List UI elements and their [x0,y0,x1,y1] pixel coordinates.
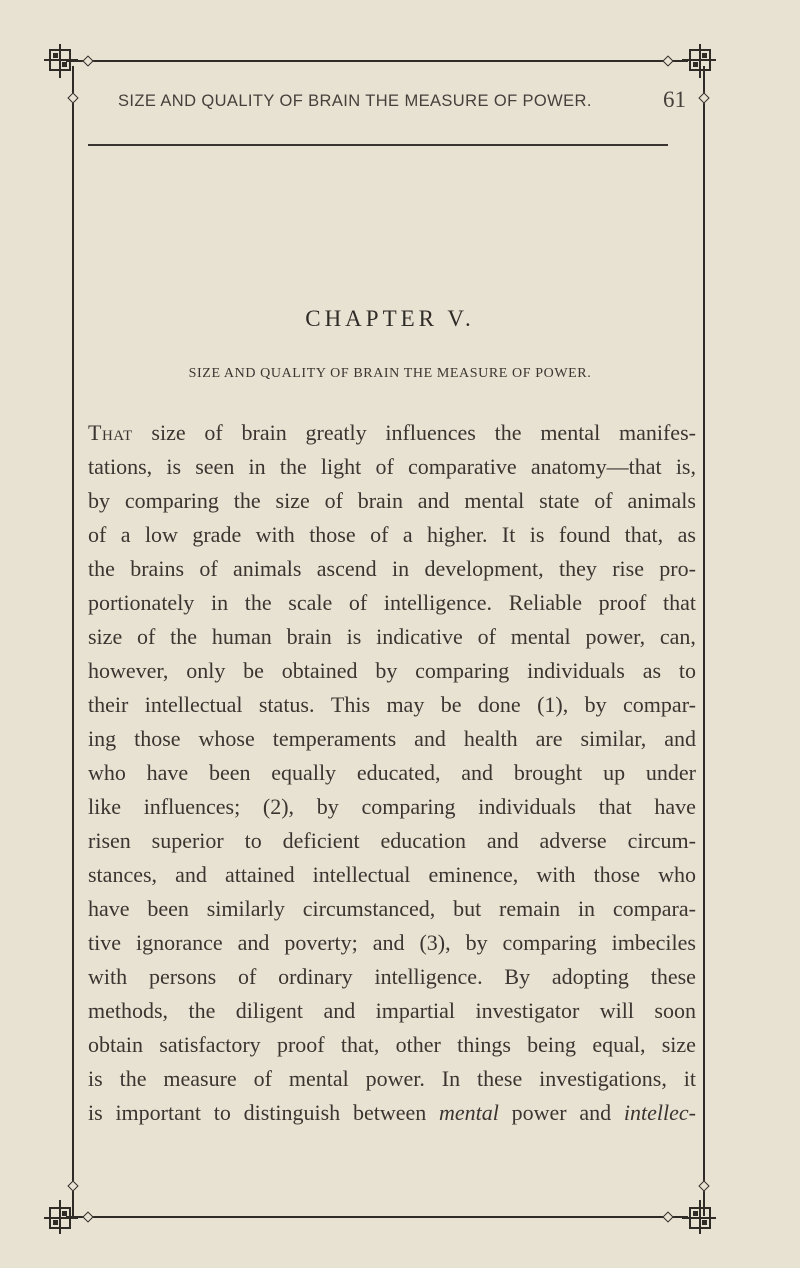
word: things [457,1032,511,1057]
word: between [352,1100,427,1125]
word: size [151,420,186,445]
word: size [661,1032,696,1057]
word: portionately [88,590,195,615]
word: intellec- [623,1100,696,1125]
word: brain [286,624,332,649]
word: it [683,1066,696,1091]
word: by [375,658,398,683]
word: investigations, [539,1066,667,1091]
word: greatly [305,420,367,445]
word: is [346,624,362,649]
diamond-ornament-icon [698,92,709,103]
word: that [598,794,632,819]
diamond-ornament-icon [662,55,673,66]
word: that, [624,522,664,547]
word: intelligence. [383,590,493,615]
word: individuals [527,658,625,683]
word: measure [163,1066,237,1091]
word: tive [88,930,121,955]
word: found [558,522,611,547]
word: and [175,862,207,887]
word: mental [510,624,571,649]
word: have [654,794,696,819]
word: adverse [539,828,607,853]
word: ing [88,726,117,751]
word: a [402,522,413,547]
word: and [417,488,450,513]
word: In [441,1066,461,1091]
word: like [88,794,121,819]
word: as [642,658,662,683]
word: soon [654,998,696,1023]
word: whose [198,726,255,751]
word: health [463,726,518,751]
word: of [375,454,394,479]
text-line [88,892,696,926]
word: mental [464,488,525,513]
word: and [461,760,494,785]
word: diligent [235,998,304,1023]
word: the [88,556,115,581]
running-head-title: SIZE AND QUALITY OF BRAIN THE MEASURE OF POWER. [118,92,592,110]
word: similarly [206,896,285,921]
word: compara- [612,896,696,921]
word: been [208,760,251,785]
word: that [662,590,696,615]
chapter-title: SIZE AND QUALITY OF BRAIN THE MEASURE OF POWER. [188,366,592,381]
word: of [137,624,156,649]
header-rule [88,144,668,146]
word: higher. [427,522,488,547]
word: educated, [356,760,441,785]
word: in [248,454,266,479]
text-line [88,484,696,518]
word: of [199,556,218,581]
word: manifes- [618,420,696,445]
word: individuals [478,794,576,819]
word: influences; [143,794,241,819]
word: who [658,862,696,887]
text-line [88,824,696,858]
text-line [88,756,696,790]
chapter-number: CHAPTER V. [305,306,475,331]
diamond-ornament-icon [662,1211,673,1222]
word: proof [276,1032,325,1057]
word: eminence, [428,862,519,887]
word: seen [195,454,235,479]
word: being [527,1032,577,1057]
word: up [603,760,626,785]
text-line [88,926,696,960]
diamond-ornament-icon [67,92,78,103]
text-line [88,1062,696,1096]
word: a [120,522,131,547]
word: persons [148,964,217,989]
word: mental [288,1066,349,1091]
word: tations, [88,454,153,479]
text-line [88,620,696,654]
word: of [324,488,343,513]
word: only [186,658,226,683]
text-line [88,858,696,892]
word: low [144,522,178,547]
word: development, [424,556,544,581]
word: brought [513,760,583,785]
text-line [88,1028,696,1062]
word: in [392,556,410,581]
word: is [529,522,545,547]
diamond-ornament-icon [82,55,93,66]
word: mental [438,1100,499,1125]
word: It [501,522,516,547]
word: intellectual [144,692,243,717]
word: will [599,998,634,1023]
text-line [88,450,696,484]
word: be [243,658,264,683]
word: remain [499,896,561,921]
word: temperaments [272,726,397,751]
word: of [204,420,223,445]
word: is [88,1100,103,1125]
word: those [309,522,356,547]
word: the [233,488,261,513]
word: (2), [262,794,295,819]
word: be [440,692,462,717]
word: of [594,488,613,513]
word: who [88,760,126,785]
word: comparative [407,454,517,479]
word: the [188,998,216,1023]
word: education [380,828,466,853]
word: stances, [88,862,158,887]
word: intelligence. [374,964,483,989]
word: of [348,590,368,615]
word: have [88,896,130,921]
word: This [330,692,371,717]
word: ordinary [278,964,353,989]
word: comparing [502,930,597,955]
word: with [255,522,295,547]
word: the [244,590,272,615]
word: (3), [419,930,451,955]
word: brain [357,488,403,513]
word: comparing [361,794,456,819]
word: are [535,726,563,751]
word: distinguish [243,1100,341,1125]
word: light [320,454,362,479]
word: poverty; [284,930,358,955]
word: equally [271,760,337,785]
word: (1), [537,692,569,717]
word: satisfactory [159,1032,261,1057]
word: obtained [281,658,358,683]
word: of [237,964,257,989]
word: of [253,1066,272,1091]
word: equal, [592,1032,646,1057]
word: grade [192,522,242,547]
word: power. [365,1066,425,1091]
word: intellectual [312,862,411,887]
diamond-ornament-icon [698,1180,709,1191]
word: is, [675,454,696,479]
word: of [88,522,107,547]
word: of [370,522,389,547]
word: anatomy—that [530,454,662,479]
word: done [477,692,521,717]
word: by [316,794,339,819]
word: superior [151,828,224,853]
word: comparing [415,658,510,683]
text-line [88,688,696,722]
word: and [664,726,696,751]
word: attained [224,862,295,887]
word: may [386,692,425,717]
word: their [88,692,129,717]
word: pro- [659,556,696,581]
frame-top-border [66,60,688,62]
word: size [88,624,123,649]
word: rise [612,556,644,581]
text-line [88,790,696,824]
word: been [147,896,189,921]
frame-left-border [72,66,74,1216]
word: but [453,896,482,921]
word: adopting [551,964,629,989]
word: ignorance [135,930,223,955]
corner-ornament-icon [44,44,78,78]
word: those [134,726,181,751]
word: to [244,828,262,853]
word: and [414,726,446,751]
word: investigator [475,998,580,1023]
word: animals [627,488,696,513]
word: other [395,1032,441,1057]
word: methods, [88,998,169,1023]
word: by [465,930,488,955]
word: under [645,760,696,785]
word: with [536,862,576,887]
word: By [504,964,531,989]
word: the [279,454,307,479]
word: in [210,590,229,615]
word: to [213,1100,231,1125]
text-line [88,518,696,552]
word: by [88,488,110,513]
text-line [88,722,696,756]
word: That [88,420,133,445]
word: is [166,454,182,479]
page-number: 61 [663,87,686,112]
text-line [88,1096,696,1130]
word: influences [385,420,476,445]
word: obtain [88,1032,143,1057]
word: these [650,964,696,989]
word: compar- [623,692,696,717]
word: is [88,1066,103,1091]
word: scale [288,590,333,615]
word: the [494,420,522,445]
word: impartial [375,998,456,1023]
word: however, [88,658,169,683]
word: risen [88,828,131,853]
word: comparing [124,488,219,513]
word: Reliable [508,590,582,615]
word: ascend [316,556,377,581]
word: with [88,964,128,989]
diamond-ornament-icon [82,1211,93,1222]
text-line [88,654,696,688]
word: circum- [627,828,696,853]
frame-bottom-border [66,1216,688,1218]
word: animals [233,556,302,581]
word: size [275,488,310,513]
word: of [477,624,496,649]
body-paragraph [88,416,696,1130]
word: and [486,828,519,853]
word: deficient [282,828,360,853]
word: mental [540,420,601,445]
corner-ornament-icon [682,1200,716,1234]
word: can, [659,624,696,649]
word: and [237,930,270,955]
word: human [211,624,272,649]
text-line [88,960,696,994]
word: status. [258,692,315,717]
word: imbeciles [611,930,696,955]
corner-ornament-icon [682,44,716,78]
word: by [584,692,607,717]
word: they [558,556,597,581]
word: that, [340,1032,380,1057]
word: as [677,522,696,547]
text-line [88,586,696,620]
word: brains [130,556,184,581]
corner-ornament-icon [44,1200,78,1234]
word: the [170,624,198,649]
word: power [511,1100,567,1125]
word: and [579,1100,612,1125]
word: brain [241,420,287,445]
running-head [118,87,688,114]
word: state [539,488,580,513]
diamond-ornament-icon [67,1180,78,1191]
word: these [477,1066,523,1091]
word: circumstanced, [302,896,436,921]
word: have [146,760,189,785]
word: the [119,1066,147,1091]
frame-right-border [703,66,705,1216]
text-line [88,994,696,1028]
word: in [577,896,596,921]
text-line [88,552,696,586]
text-line [88,416,696,450]
word: to [678,658,696,683]
word: indicative [376,624,463,649]
word: similar, [580,726,647,751]
word: and [372,930,405,955]
word: proof [598,590,647,615]
word: and [323,998,356,1023]
word: those [593,862,641,887]
word: power, [585,624,646,649]
word: important [115,1100,201,1125]
